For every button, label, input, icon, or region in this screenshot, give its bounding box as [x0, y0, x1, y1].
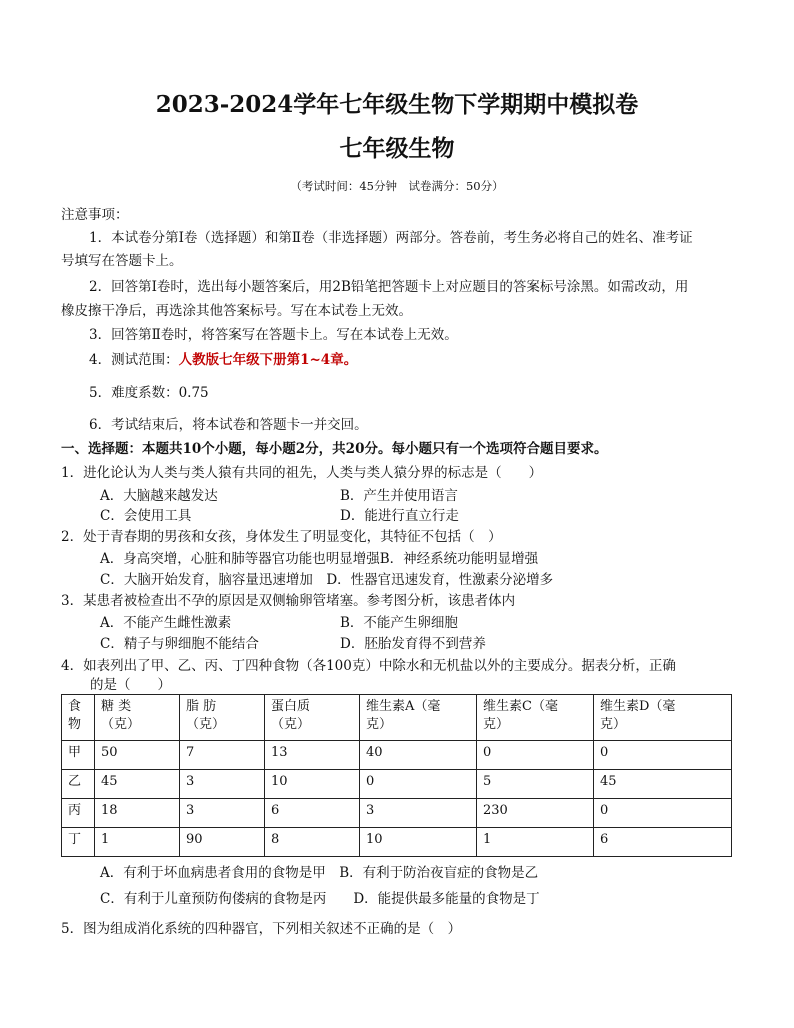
question-3-stem: 3．某患者被检查出不孕的原因是双侧输卵管堵塞。参考图分析，该患者体内 [61, 593, 516, 609]
table-cell: 18 [95, 799, 180, 828]
section-1-heading: 一、选择题：本题共10个小题，每小题2分，共20分。每小题只有一个选项符合题目要求。 [61, 441, 608, 457]
table-cell: 45 [594, 770, 732, 799]
question-1-option-c: C．会使用工具 [100, 508, 192, 524]
header-cell: 维生素A（毫 克） [360, 695, 477, 741]
question-4-stem-line-2: 的是（ ） [90, 677, 171, 693]
table-cell: 1 [95, 828, 180, 857]
question-1-stem: 1．进化论认为人类与类人猿有共同的祖先，人类与类人猿分界的标志是（ ） [61, 465, 543, 481]
table-cell: 0 [594, 741, 732, 770]
table-cell: 丁 [62, 828, 95, 857]
question-2-options-cd: C．大脑开始发育，脑容量迅速增加 D．性器官迅速发育，性激素分泌增多 [100, 572, 554, 588]
notes-heading: 注意事项： [61, 207, 129, 223]
table-header-row [62, 695, 732, 741]
table-cell: 0 [477, 741, 594, 770]
header-cell: 糖 类 （克） [95, 695, 180, 741]
table-cell: 13 [265, 741, 360, 770]
table-row [62, 799, 732, 828]
table-cell: 0 [360, 770, 477, 799]
table-cell: 90 [180, 828, 265, 857]
question-4-options-cd: C．有利于儿童预防佝偻病的食物是丙 D．能提供最多能量的食物是丁 [100, 891, 540, 907]
question-3-option-b: B．不能产生卵细胞 [340, 615, 458, 631]
question-2-options-ab: A．身高突增，心脏和肺等器官功能也明显增强B．神经系统功能明显增强 [100, 551, 539, 567]
question-2-stem: 2．处于青春期的男孩和女孩，身体发生了明显变化，其特征不包括（ ） [61, 529, 502, 545]
test-scope: 人教版七年级下册第1~4章。 [178, 352, 358, 368]
header-cell: 脂 肪 （克） [180, 695, 265, 741]
question-4-stem-line-1: 4．如表列出了甲、乙、丙、丁四种食物（各100克）中除水和无机盐以外的主要成分。据表分析，正确 [61, 658, 676, 674]
note-1-line-1: 1．本试卷分第Ⅰ卷（选择题）和第Ⅱ卷（非选择题）两部分。答卷前，考生务必将自己的姓名、准考证 [89, 230, 693, 246]
exam-title: 2023-2024学年七年级生物下学期期中模拟卷 [155, 91, 639, 118]
exam-subtitle: 七年级生物 [339, 135, 455, 162]
table-cell: 3 [360, 799, 477, 828]
question-3-option-d: D．胚胎发育得不到营养 [340, 636, 486, 652]
note-3: 3．回答第Ⅱ卷时，将答案写在答题卡上。写在本试卷上无效。 [89, 327, 458, 343]
table-cell: 0 [594, 799, 732, 828]
table-row [62, 741, 732, 770]
table-cell: 40 [360, 741, 477, 770]
note-5: 5．难度系数：0.75 [89, 385, 209, 401]
question-1-option-d: D．能进行直立行走 [340, 508, 459, 524]
table-cell: 10 [360, 828, 477, 857]
table-row [62, 828, 732, 857]
table-cell: 乙 [62, 770, 95, 799]
question-3-option-c: C．精子与卵细胞不能结合 [100, 636, 259, 652]
table-row [62, 770, 732, 799]
table-cell: 6 [265, 799, 360, 828]
table-cell: 甲 [62, 741, 95, 770]
table-cell: 10 [265, 770, 360, 799]
exam-info: （考试时间：45分钟 试卷满分：50分） [290, 179, 504, 193]
table-cell: 6 [594, 828, 732, 857]
table-cell: 50 [95, 741, 180, 770]
table-cell: 丙 [62, 799, 95, 828]
table-cell: 3 [180, 770, 265, 799]
note-4-label: 4．测试范围： [89, 352, 179, 368]
table-cell: 8 [265, 828, 360, 857]
table-cell: 5 [477, 770, 594, 799]
header-cell: 维生素D（毫 克） [594, 695, 732, 741]
note-1-line-2: 号填写在答题卡上。 [61, 253, 183, 269]
header-cell: 食 物 [62, 695, 95, 741]
note-2-line-1: 2．回答第Ⅰ卷时，选出每小题答案后，用2B铅笔把答题卡上对应题目的答案标号涂黑。如需改动，用 [89, 279, 689, 295]
question-1-option-a: A．大脑越来越发达 [100, 488, 218, 504]
note-6: 6．考试结束后，将本试卷和答题卡一并交回。 [89, 417, 368, 433]
table-cell: 230 [477, 799, 594, 828]
table-cell: 1 [477, 828, 594, 857]
question-1-option-b: B．产生并使用语言 [340, 488, 458, 504]
table-cell: 7 [180, 741, 265, 770]
food-nutrient-table [61, 694, 732, 857]
question-5-stem: 5．图为组成消化系统的四种器官，下列相关叙述不正确的是（ ） [61, 921, 462, 937]
question-3-option-a: A．不能产生雌性激素 [100, 615, 232, 631]
note-2-line-2: 橡皮擦干净后，再选涂其他答案标号。写在本试卷上无效。 [61, 303, 412, 319]
header-cell: 维生素C（毫 克） [477, 695, 594, 741]
note-4 [89, 348, 357, 368]
table-cell: 3 [180, 799, 265, 828]
header-cell: 蛋白质 （克） [265, 695, 360, 741]
question-4-options-ab: A．有利于坏血病患者食用的食物是甲 B．有利于防治夜盲症的食物是乙 [100, 865, 539, 881]
table-cell: 45 [95, 770, 180, 799]
